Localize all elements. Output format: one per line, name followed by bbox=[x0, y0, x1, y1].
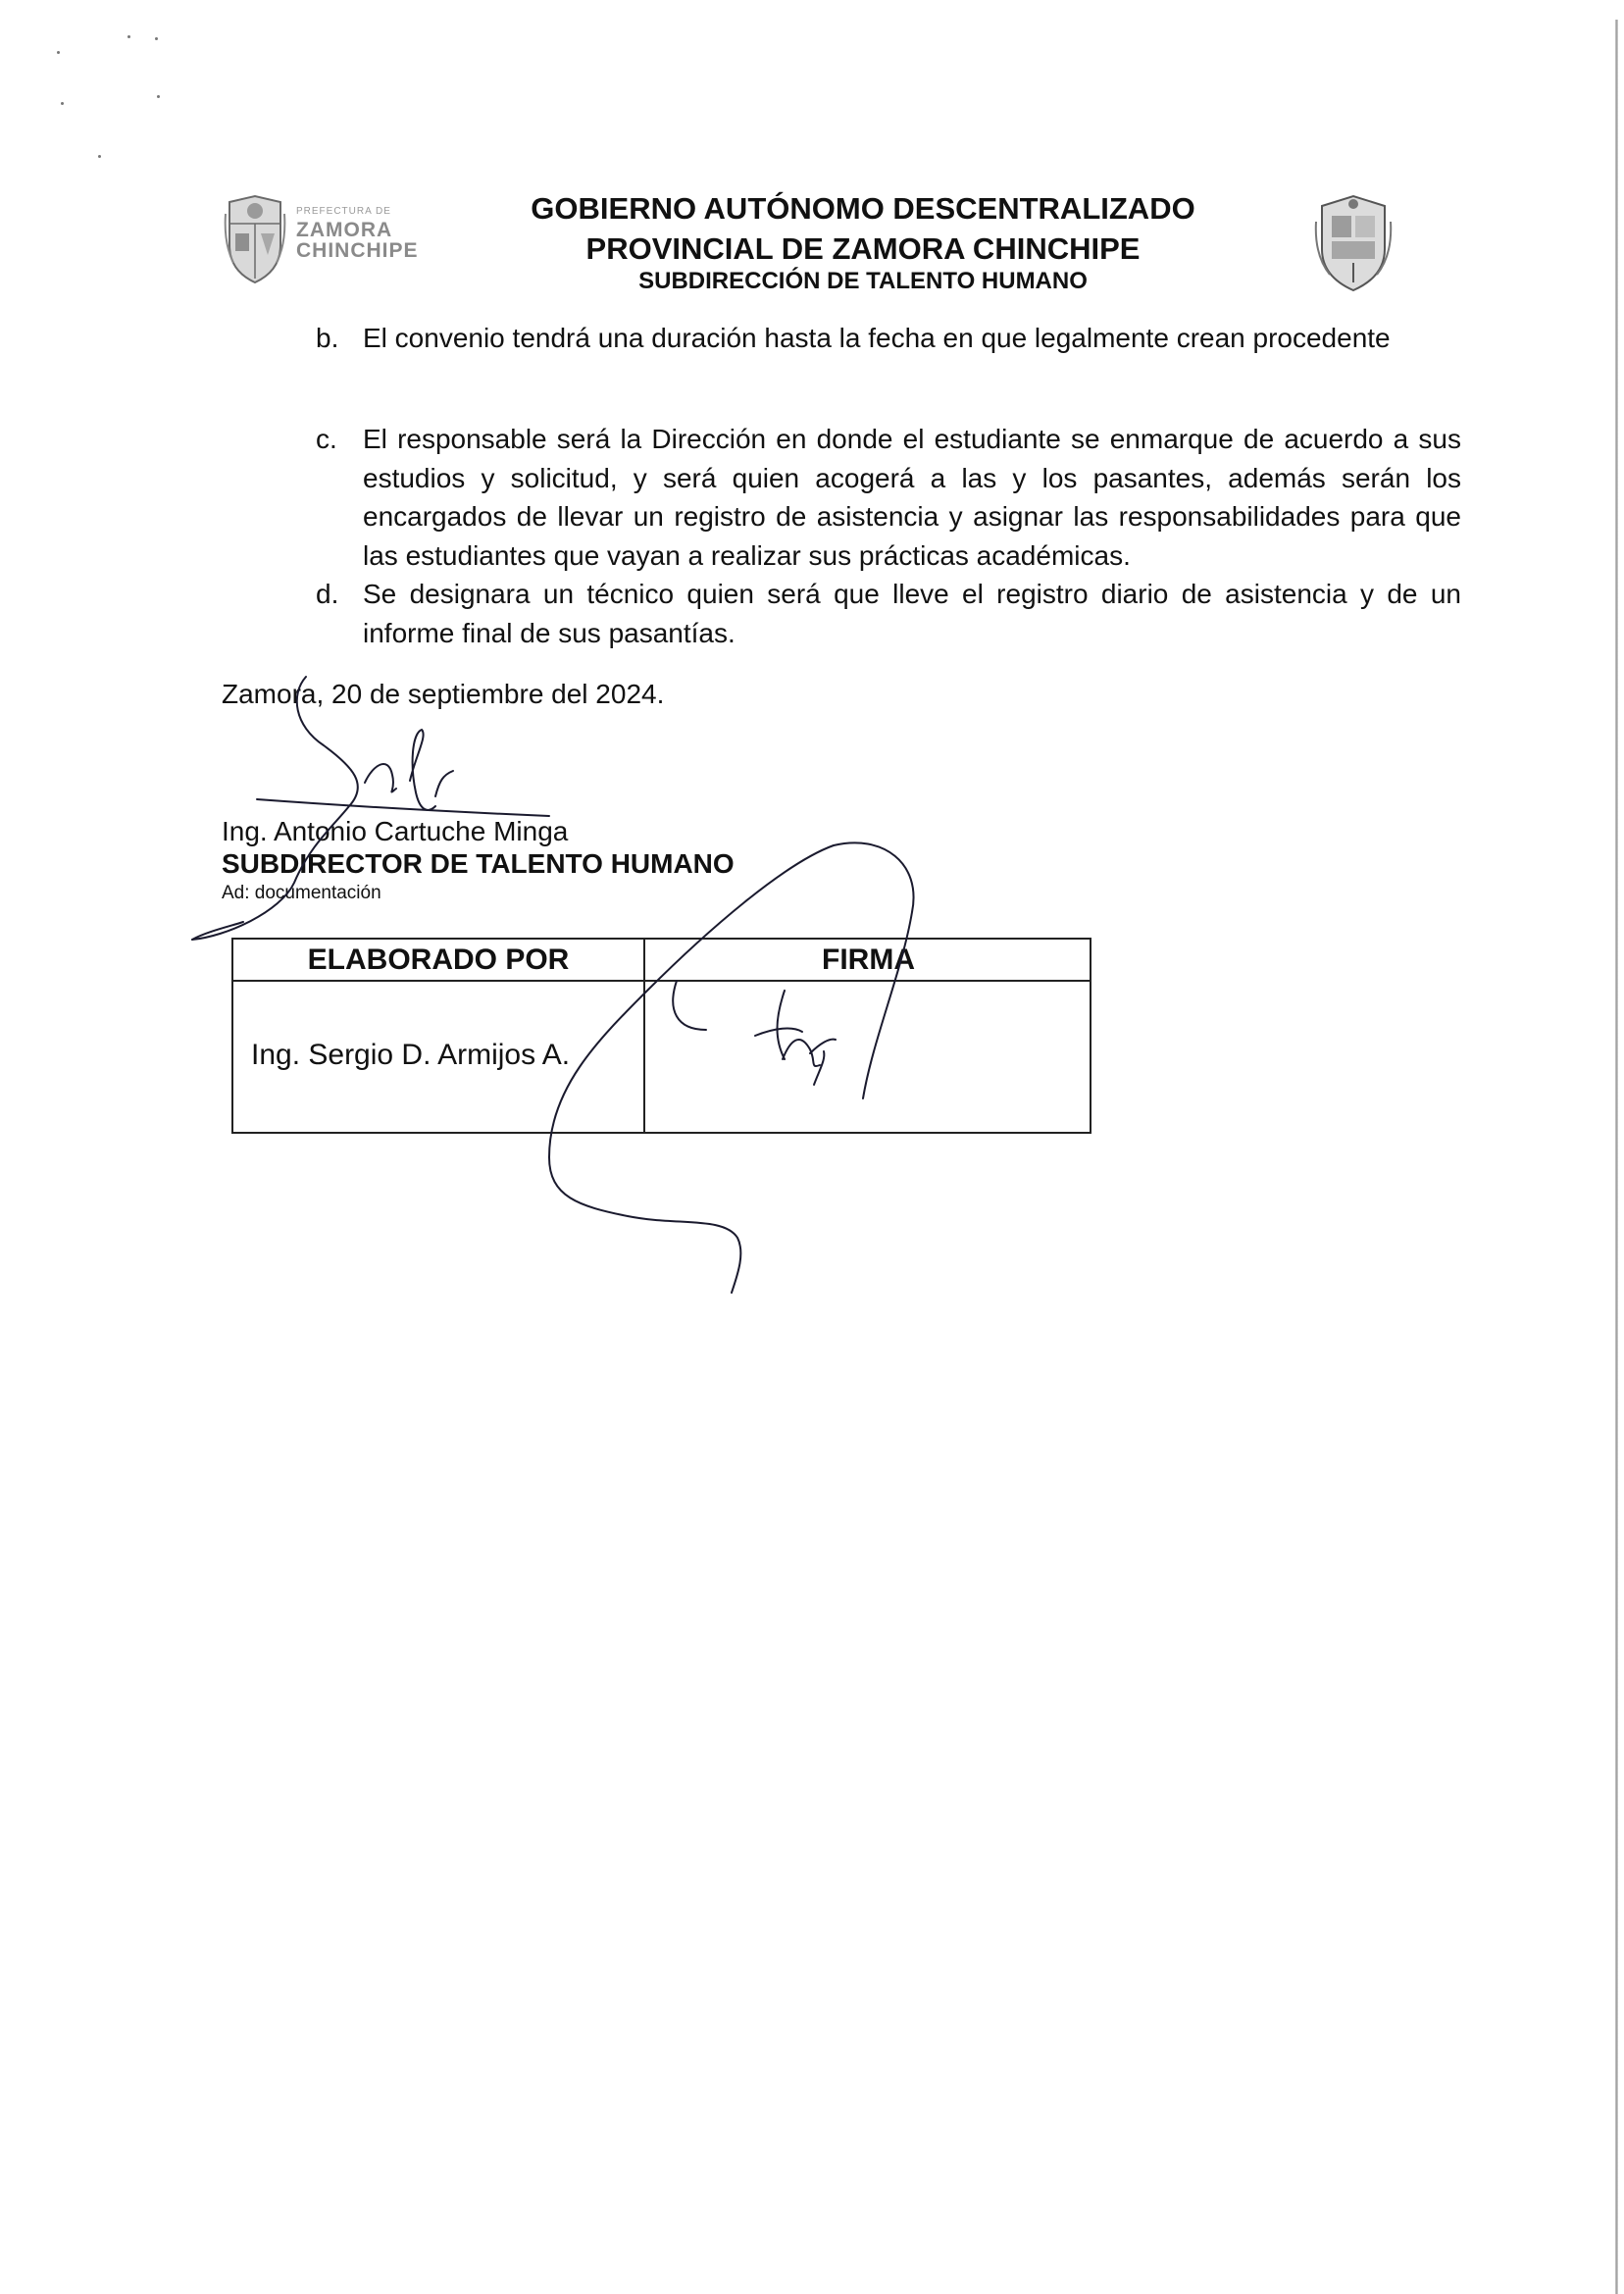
signature-table bbox=[231, 938, 1091, 1134]
table-cell-elaborado-name: Ing. Sergio D. Armijos A. bbox=[251, 1039, 571, 1071]
logo-small-text: PREFECTURA DE bbox=[296, 206, 391, 217]
provincial-crest-icon bbox=[1314, 192, 1393, 292]
signer-title: SUBDIRECTOR DE TALENTO HUMANO bbox=[222, 848, 735, 879]
prefectura-logo bbox=[224, 194, 420, 284]
list-marker: d. bbox=[316, 579, 339, 609]
list-marker: c. bbox=[316, 424, 337, 454]
header-subtitle: SUBDIRECCIÓN DE TALENTO HUMANO bbox=[638, 268, 1088, 294]
list-marker: b. bbox=[316, 323, 339, 353]
table-header-elaborado: ELABORADO POR bbox=[307, 943, 570, 976]
list-item-text: El responsable será la Dirección en donde el estudiante se enmarque de acuerdo a sus estudios y solicitud, y será quien acogerá a las y los pasantes, además serán los encargados de llevar un registro de asistencia y asignar las responsabilidades para que las estudiantes que vayan a realizar sus prácticas académicas. bbox=[363, 424, 1461, 571]
scan-speck bbox=[157, 95, 160, 98]
scan-edge-line bbox=[1615, 20, 1618, 2294]
logo-name-line2: CHINCHIPE bbox=[296, 239, 419, 262]
provincial-shield-icon bbox=[224, 194, 286, 284]
list-item bbox=[316, 420, 1461, 577]
scan-speck bbox=[127, 35, 130, 38]
table-divider bbox=[233, 980, 1090, 982]
table-header-firma: FIRMA bbox=[822, 943, 915, 976]
scan-speck bbox=[98, 155, 101, 158]
logo-name-line1: ZAMORA bbox=[296, 219, 393, 241]
scan-speck bbox=[57, 51, 60, 54]
header-title-line1: GOBIERNO AUTÓNOMO DESCENTRALIZADO bbox=[531, 191, 1195, 226]
place-date: Zamora, 20 de septiembre del 2024. bbox=[222, 679, 665, 709]
list-item-text: El convenio tendrá una duración hasta la fecha en que legalmente crean procedente bbox=[363, 323, 1391, 353]
signer-name: Ing. Antonio Cartuche Minga bbox=[222, 816, 569, 846]
list-item-text: Se designara un técnico quien será que lleve el registro diario de asistencia y de un informe final de sus pasantías. bbox=[363, 579, 1461, 648]
scan-speck bbox=[61, 102, 64, 105]
list-item bbox=[316, 319, 1461, 358]
list-item bbox=[316, 575, 1461, 653]
scan-speck bbox=[155, 37, 158, 40]
signer-note: Ad: documentación bbox=[222, 883, 381, 903]
header-title-line2: PROVINCIAL DE ZAMORA CHINCHIPE bbox=[585, 231, 1141, 266]
